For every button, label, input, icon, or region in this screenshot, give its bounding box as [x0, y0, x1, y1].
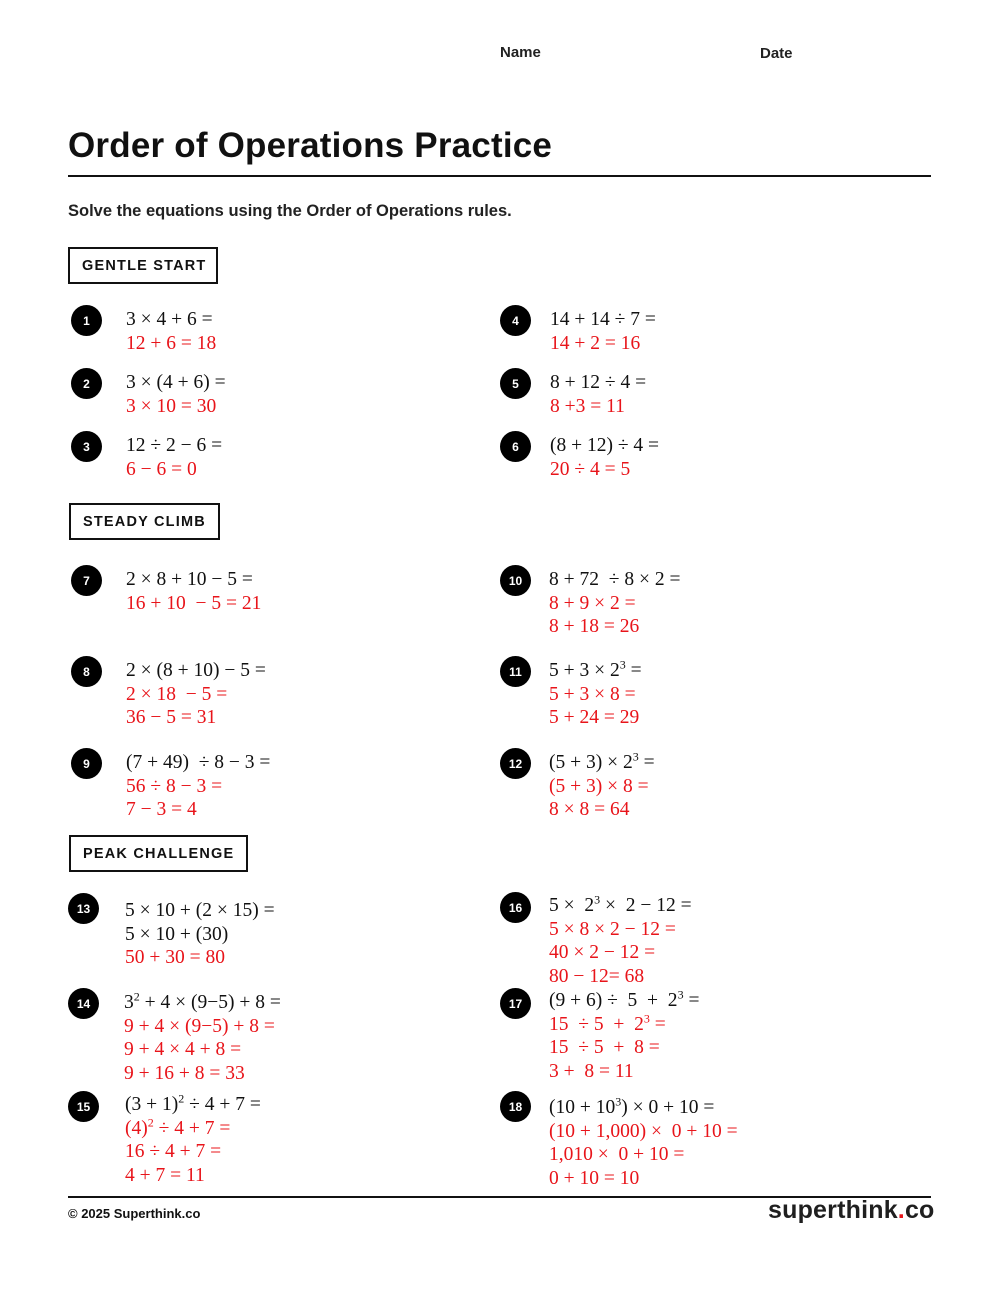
- problem-number-badge: 3: [71, 431, 102, 462]
- equation-text: (4): [125, 1117, 148, 1139]
- equation-text: 2 × 8 + 10 − 5 =: [126, 569, 253, 590]
- solution-line: [549, 615, 680, 639]
- problem-equation: [549, 989, 699, 1083]
- equation-text: × 2 − 12 =: [600, 895, 692, 916]
- problem-equation: [550, 308, 656, 355]
- section-gentle-start: GENTLE START: [68, 247, 218, 284]
- equation-line: [125, 1093, 261, 1117]
- solution-line: [124, 1062, 281, 1086]
- solution-line: [549, 1013, 699, 1037]
- exponent: 2: [178, 1091, 185, 1106]
- solution-line: [125, 1140, 261, 1164]
- equation-text: 8 × 8 = 64: [549, 799, 630, 820]
- equation-text: (7 + 49) ÷ 8 − 3 =: [126, 752, 271, 773]
- exponent: 3: [619, 657, 626, 672]
- equation-text: 1,010 × 0 + 10 =: [549, 1144, 685, 1165]
- problem-equation: [126, 371, 226, 418]
- solution-line: [126, 332, 216, 356]
- equation-text: =: [625, 660, 642, 681]
- equation-line: [126, 659, 266, 683]
- equation-text: 50 + 30 = 80: [125, 947, 225, 968]
- solution-line: [126, 775, 270, 799]
- name-label: Name: [500, 44, 541, 61]
- exponent: 3: [677, 987, 684, 1002]
- equation-text: 5 × 2: [549, 895, 595, 916]
- equation-line: [549, 659, 642, 683]
- equation-text: (10 + 10: [549, 1097, 616, 1118]
- equation-text: (5 + 3) × 8 =: [549, 775, 649, 797]
- equation-line: [126, 308, 216, 332]
- exponent: 2: [147, 1115, 154, 1129]
- problem-number-badge: 18: [500, 1091, 531, 1122]
- equation-text: (8 + 12) ÷ 4 =: [550, 435, 660, 456]
- problem-number-badge: 14: [68, 988, 99, 1019]
- equation-text: ÷ 4 + 7 =: [153, 1117, 231, 1139]
- problem-number-badge: 7: [71, 565, 102, 596]
- equation-text: 3 × (4 + 6) =: [126, 372, 226, 393]
- brand-dot: .: [897, 1196, 905, 1224]
- solution-line: [550, 395, 646, 419]
- equation-text: 7 − 3 = 4: [126, 799, 197, 820]
- equation-line: [550, 308, 656, 332]
- problem-equation: [124, 991, 281, 1085]
- problem-number-badge: 15: [68, 1091, 99, 1122]
- solution-line: [126, 798, 270, 822]
- problem-number-badge: 6: [500, 431, 531, 462]
- section-steady-climb: STEADY CLIMB: [69, 503, 220, 540]
- exponent: 2: [133, 989, 140, 1004]
- solution-line: [549, 965, 692, 989]
- problem-equation: [125, 899, 275, 970]
- solution-line: [549, 775, 655, 799]
- problem-number-badge: 17: [500, 988, 531, 1019]
- solution-line: [126, 458, 222, 482]
- equation-text: 9 + 4 × 4 + 8 =: [124, 1039, 242, 1060]
- solution-line: [549, 798, 655, 822]
- equation-text: 9 + 4 × (9−5) + 8 =: [124, 1015, 275, 1037]
- equation-text: =: [638, 752, 655, 773]
- solution-line: [549, 941, 692, 965]
- problem-equation: [549, 894, 692, 988]
- equation-text: 3 × 10 = 30: [126, 395, 217, 417]
- problem-number-badge: 1: [71, 305, 102, 336]
- equation-line: [550, 434, 659, 458]
- page-title: Order of Operations Practice: [68, 126, 553, 165]
- problem-equation: [126, 568, 261, 615]
- equation-text: 8 +3 = 11: [550, 395, 625, 417]
- equation-text: 5 × 10 + (30): [125, 923, 229, 945]
- equation-text: 9 + 16 + 8 = 33: [124, 1062, 245, 1084]
- solution-line: [549, 1143, 738, 1167]
- solution-line: [126, 706, 266, 730]
- equation-text: ÷ 4 + 7 =: [184, 1094, 261, 1115]
- equation-text: =: [649, 1013, 666, 1035]
- copyright-text: © 2025 Superthink.co: [68, 1206, 201, 1221]
- problem-equation: [549, 751, 655, 822]
- equation-text: 5 × 10 + (2 × 15) =: [125, 900, 275, 921]
- equation-line: [126, 751, 270, 775]
- solution-line: [550, 332, 656, 356]
- solution-line: [549, 1120, 738, 1144]
- solution-line: [549, 706, 642, 730]
- equation-text: 5 + 3 × 8 =: [549, 683, 636, 705]
- solution-line: [549, 683, 642, 707]
- problem-number-badge: 16: [500, 892, 531, 923]
- equation-text: 36 − 5 = 31: [126, 707, 217, 728]
- equation-text: ) × 0 + 10 =: [621, 1097, 715, 1118]
- problem-number-badge: 13: [68, 893, 99, 924]
- equation-text: 5 + 24 = 29: [549, 707, 640, 728]
- equation-line: [126, 371, 226, 395]
- problem-number-badge: 9: [71, 748, 102, 779]
- equation-text: =: [683, 990, 700, 1011]
- equation-line: [126, 568, 261, 592]
- problem-equation: [125, 1093, 261, 1187]
- brand-tld: co: [904, 1196, 935, 1224]
- problem-equation: [550, 434, 659, 481]
- equation-text: 12 ÷ 2 − 6 =: [126, 435, 223, 456]
- problem-equation: [550, 371, 646, 418]
- equation-text: 3: [124, 992, 134, 1013]
- equation-text: 40 × 2 − 12 =: [549, 942, 656, 963]
- equation-text: 5 × 8 × 2 − 12 =: [549, 918, 676, 940]
- brand-logo: [768, 1196, 935, 1225]
- equation-text: 12 + 6 = 18: [126, 332, 217, 354]
- problem-equation: [126, 434, 222, 481]
- equation-line: [126, 434, 222, 458]
- equation-text: 15 ÷ 5 + 8 =: [549, 1037, 660, 1058]
- solution-line: [125, 1164, 261, 1188]
- solution-line: [125, 946, 275, 970]
- equation-text: 16 + 10 − 5 = 21: [126, 592, 262, 614]
- problem-equation: [126, 659, 266, 730]
- solution-line: [549, 592, 680, 616]
- exponent: 3: [615, 1094, 622, 1109]
- solution-line: [125, 1117, 261, 1141]
- solution-line: [549, 1060, 699, 1084]
- solution-line: [126, 683, 266, 707]
- problem-equation: [549, 659, 642, 730]
- equation-text: 2 × 18 − 5 =: [126, 683, 228, 705]
- solution-line: [549, 918, 692, 942]
- equation-text: 15 ÷ 5 + 2: [549, 1013, 644, 1035]
- solution-line: [126, 395, 226, 419]
- problem-number-badge: 12: [500, 748, 531, 779]
- equation-line: [124, 991, 281, 1015]
- instructions-text: Solve the equations using the Order of Operations rules.: [68, 202, 512, 220]
- equation-text: 4 + 7 = 11: [125, 1164, 205, 1186]
- equation-text: 8 + 18 = 26: [549, 616, 640, 637]
- equation-text: 20 ÷ 4 = 5: [550, 458, 631, 480]
- problem-number-badge: 10: [500, 565, 531, 596]
- equation-text: 0 + 10 = 10: [549, 1167, 640, 1189]
- equation-text: (9 + 6) ÷ 5 + 2: [549, 990, 678, 1011]
- solution-line: [550, 458, 659, 482]
- solution-line: [126, 592, 261, 616]
- exponent: 3: [594, 892, 601, 907]
- equation-text: (5 + 3) × 2: [549, 752, 633, 773]
- section-peak-challenge: PEAK CHALLENGE: [69, 835, 248, 872]
- equation-text: 56 ÷ 8 − 3 =: [126, 775, 223, 797]
- problem-equation: [126, 308, 216, 355]
- equation-line: [549, 1096, 738, 1120]
- equation-line: [125, 899, 275, 923]
- equation-text: 8 + 12 ÷ 4 =: [550, 372, 647, 393]
- brand-name: superthink: [768, 1196, 898, 1224]
- problem-number-badge: 2: [71, 368, 102, 399]
- title-divider: [68, 175, 931, 177]
- equation-text: 16 ÷ 4 + 7 =: [125, 1141, 222, 1162]
- solution-line: [549, 1036, 699, 1060]
- equation-text: 8 + 9 × 2 =: [549, 592, 636, 614]
- equation-line: [549, 894, 692, 918]
- equation-text: (3 + 1): [125, 1094, 179, 1115]
- equation-line: [549, 568, 680, 592]
- problem-equation: [126, 751, 270, 822]
- date-label: Date: [760, 45, 793, 62]
- equation-line: [549, 989, 699, 1013]
- problem-number-badge: 11: [500, 656, 531, 687]
- problem-number-badge: 5: [500, 368, 531, 399]
- equation-text: (10 + 1,000) × 0 + 10 =: [549, 1120, 738, 1142]
- equation-text: 80 − 12= 68: [549, 965, 645, 987]
- problem-equation: [549, 1096, 738, 1190]
- exponent: 3: [643, 1011, 650, 1025]
- solution-line: [549, 1167, 738, 1191]
- solution-line: [124, 1015, 281, 1039]
- problem-number-badge: 8: [71, 656, 102, 687]
- equation-text: 14 + 2 = 16: [550, 332, 641, 354]
- equation-text: 8 + 72 ÷ 8 × 2 =: [549, 569, 681, 590]
- equation-text: 6 − 6 = 0: [126, 458, 197, 480]
- equation-text: 5 + 3 × 2: [549, 660, 620, 681]
- equation-text: 3 + 8 = 11: [549, 1060, 634, 1082]
- equation-text: 14 + 14 ÷ 7 =: [550, 309, 656, 330]
- problem-number-badge: 4: [500, 305, 531, 336]
- equation-text: + 4 × (9−5) + 8 =: [139, 992, 281, 1013]
- equation-text: 2 × (8 + 10) − 5 =: [126, 660, 266, 681]
- equation-line: [549, 751, 655, 775]
- equation-line: [125, 923, 275, 947]
- equation-text: 3 × 4 + 6 =: [126, 309, 213, 330]
- problem-equation: [549, 568, 680, 639]
- exponent: 3: [632, 749, 639, 764]
- solution-line: [124, 1038, 281, 1062]
- equation-line: [550, 371, 646, 395]
